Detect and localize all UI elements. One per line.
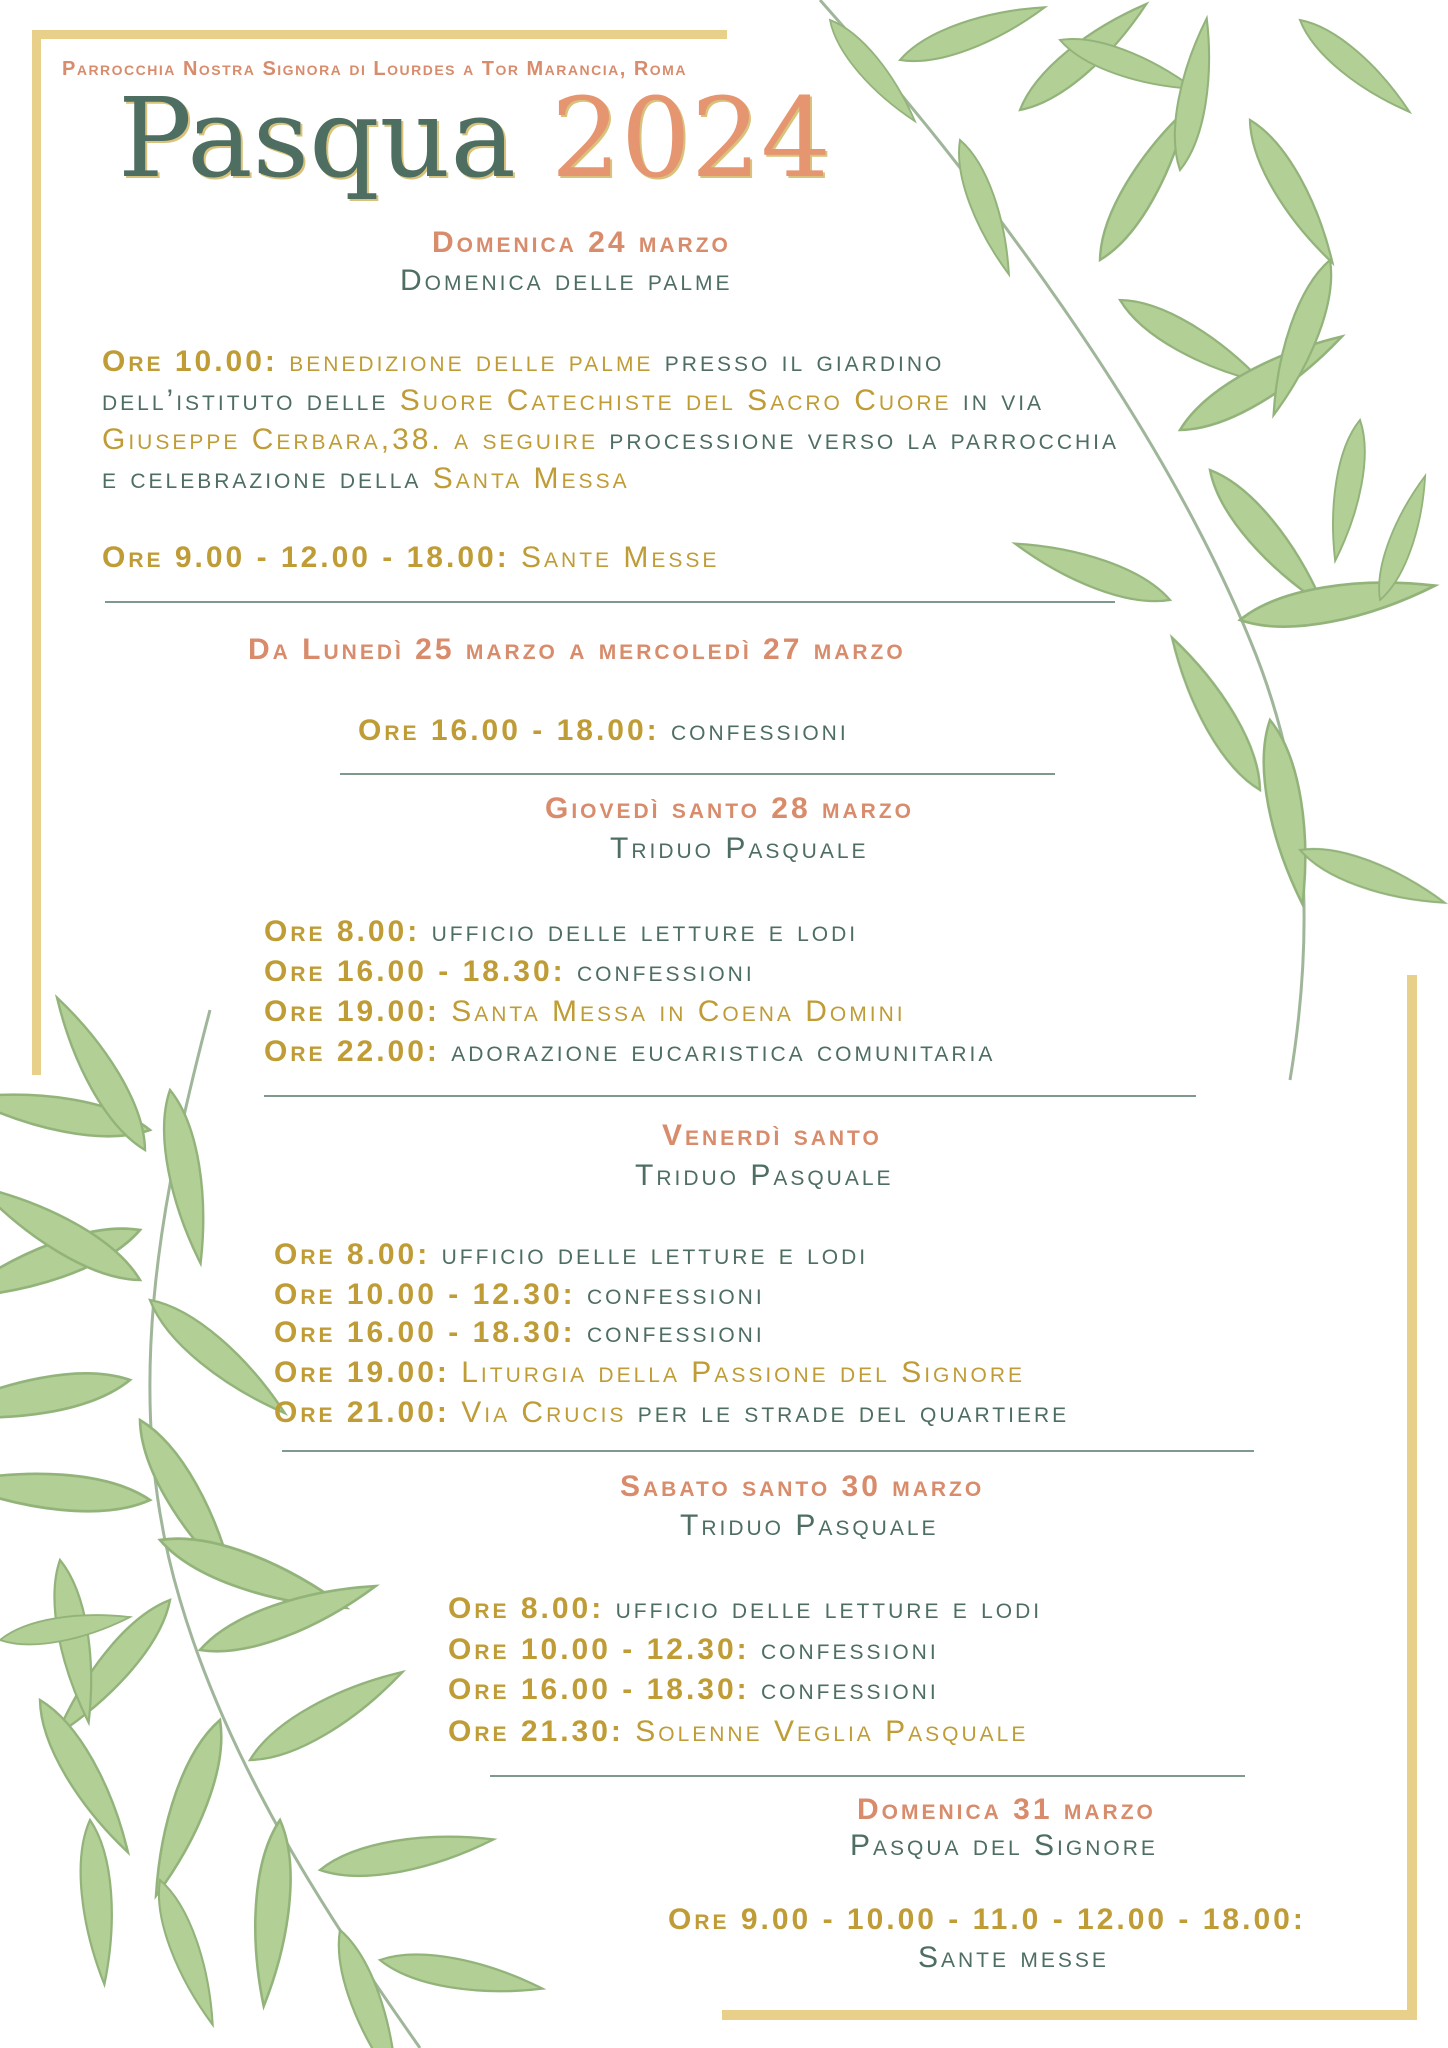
parish-name: Parrocchia Nostra Signora di Lourdes a Tor Marancia, Roma (62, 58, 687, 80)
title-word: Pasqua (118, 74, 516, 202)
page-title (118, 74, 831, 202)
thursday-item-2: Ore 16.00 - 18.30: confessioni (264, 955, 755, 988)
friday-item-2: Ore 10.00 - 12.30: confessioni (274, 1278, 765, 1311)
friday-item-3: Ore 16.00 - 18.30: confessioni (274, 1316, 765, 1349)
thursday-item-4: Ore 22.00: adorazione eucaristica comunitaria (264, 1035, 996, 1068)
thursday-name: Triduo Pasquale (610, 832, 869, 865)
friday-item-5: Ore 21.00: Via Crucis per le strade del quartiere (274, 1396, 1070, 1429)
palm-sunday-name: Domenica delle palme (400, 264, 733, 297)
friday-item-1: Ore 8.00: ufficio delle letture e lodi (274, 1238, 869, 1271)
friday-item-4: Ore 19.00: Liturgia della Passione del Signore (274, 1356, 1026, 1389)
saturday-item-4: Ore 21.30: Solenne Veglia Pasquale (448, 1715, 1029, 1748)
palm-sunday-paragraph: Ore 10.00: benedizione delle palme presso il giardino dell’istituto delle Suore Catechiste del Sacro Cuore in via Giuseppe Cerbara,38. a seguire processione verso la parrocchia e celebrazione della Santa Messa (102, 345, 1120, 495)
weekdays-date: Da Lunedì 25 marzo a mercoledì 27 marzo (248, 633, 906, 666)
divider (282, 1450, 1254, 1452)
friday-date: Venerdì santo (662, 1119, 882, 1152)
easter-masses-text: Sante messe (918, 1941, 1109, 1974)
friday-name: Triduo Pasquale (635, 1159, 894, 1192)
saturday-date: Sabato santo 30 marzo (620, 1470, 985, 1503)
divider (490, 1775, 1245, 1777)
saturday-item-3: Ore 16.00 - 18.30: confessioni (448, 1673, 939, 1706)
divider (105, 601, 1115, 603)
saturday-item-2: Ore 10.00 - 12.30: confessioni (448, 1633, 939, 1666)
divider (340, 773, 1055, 775)
easter-name: Pasqua del Signore (850, 1829, 1158, 1862)
palm-sunday-date: Domenica 24 marzo (432, 226, 731, 259)
saturday-item-1: Ore 8.00: ufficio delle letture e lodi (448, 1592, 1043, 1625)
saturday-name: Triduo Pasquale (680, 1509, 939, 1542)
easter-date: Domenica 31 marzo (857, 1793, 1156, 1826)
palm-sunday-masses: Ore 9.00 - 12.00 - 18.00: Sante Messe (102, 541, 720, 574)
easter-masses-time: Ore 9.00 - 10.00 - 11.0 - 12.00 - 18.00: (668, 1903, 1306, 1936)
thursday-item-1: Ore 8.00: ufficio delle letture e lodi (264, 915, 859, 948)
thursday-item-3: Ore 19.00: Santa Messa in Coena Domini (264, 995, 906, 1028)
divider (264, 1095, 1196, 1097)
title-year: 2024 (550, 74, 831, 202)
thursday-date: Giovedì santo 28 marzo (545, 792, 914, 825)
weekdays-confessions: Ore 16.00 - 18.00: confessioni (358, 714, 849, 747)
